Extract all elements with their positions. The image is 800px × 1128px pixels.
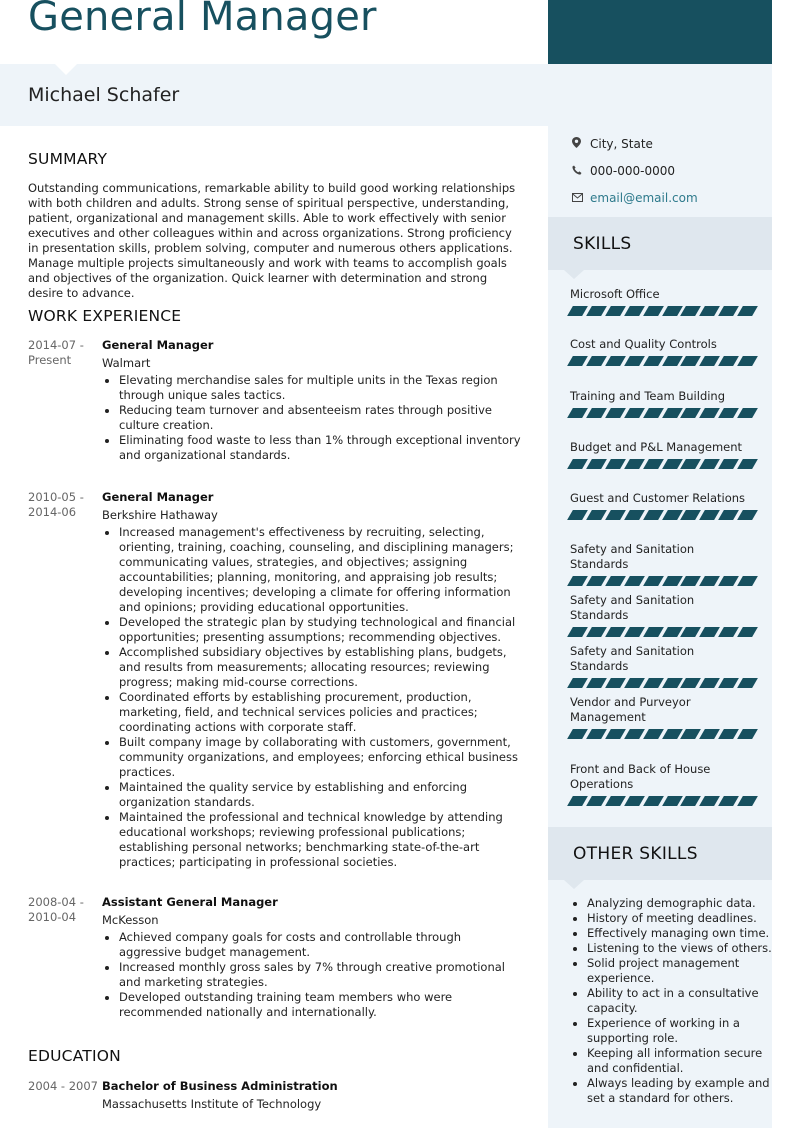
- skill-rating-segment: [718, 356, 739, 366]
- skill-rating-segment: [699, 408, 720, 418]
- education-body: [102, 1079, 526, 1112]
- skill-rating-segment: [681, 796, 702, 806]
- skill-rating-segment: [624, 796, 645, 806]
- contact-email[interactable]: [572, 191, 698, 205]
- map-pin-icon: [572, 137, 590, 151]
- job-company: McKesson: [102, 913, 159, 927]
- other-skill-item: • Effectively managing own time.: [587, 926, 777, 941]
- job-bullet: • Eliminating food waste to less than 1% through exceptional inventory and organizational standards.: [119, 433, 526, 463]
- summary-text: Outstanding communications, remarkable ability to build good working relationships with both children and adults. Strong sense of spiritual perspective, understanding, patient, organizational and management skills. Able to work effectively with senior executives and other colleagues within and across organizations. Strong proficiency in presentation skills, problem solving, computer and numerous others applications. Manage multiple projects simultaneously and work with teams to accomplish goals and objectives of the organization. Quick learner with determination and strong desire to advance.: [28, 181, 516, 300]
- skill-rating-segment: [624, 510, 645, 520]
- skill-rating-segment: [718, 796, 739, 806]
- skill-rating-segment: [699, 510, 720, 520]
- skill-rating-segment: [718, 510, 739, 520]
- skill-rating-segment: [681, 459, 702, 469]
- skill-rating-segment: [605, 459, 626, 469]
- skill-name: Front and Back of House Operations: [570, 762, 711, 791]
- skill-item: [570, 337, 755, 366]
- skill-item: [570, 593, 755, 637]
- skill-rating-segment: [567, 510, 588, 520]
- other-skills-heading-band: [548, 827, 772, 880]
- other-skill-item: • History of meeting deadlines.: [587, 911, 777, 926]
- skill-rating-segment: [699, 356, 720, 366]
- skill-rating-segment: [662, 408, 683, 418]
- education-dates: 2004 - 2007: [28, 1079, 98, 1093]
- skill-name: Safety and Sanitation Standards: [570, 593, 695, 622]
- skill-rating-segment: [586, 459, 607, 469]
- skill-item: [570, 389, 755, 418]
- other-skills-heading: OTHER SKILLS: [573, 844, 698, 864]
- skill-rating-segment: [681, 729, 702, 739]
- skill-rating-segment: [643, 729, 664, 739]
- other-skill-item: • Ability to act in a consultative capacity.: [587, 986, 777, 1016]
- skills-heading-band: [548, 217, 772, 270]
- skill-rating-segment: [662, 576, 683, 586]
- job-bullet: • Maintained the professional and technical knowledge by attending educational workshops; reviewing professional publications; establishing personal networks; benchmarking state-of-the-art practices; participating in professional societies.: [119, 810, 526, 870]
- job-bullet: • Elevating merchandise sales for multiple units in the Texas region through unique sales tactics.: [119, 373, 526, 403]
- skill-rating-segment: [718, 306, 739, 316]
- skill-name: Safety and Sanitation Standards: [570, 542, 695, 571]
- skill-name: Microsoft Office: [570, 287, 660, 301]
- skill-rating-segment: [605, 408, 626, 418]
- skill-rating-segment: [718, 627, 739, 637]
- skill-rating-segment: [586, 510, 607, 520]
- education-school: Massachusetts Institute of Technology: [102, 1097, 322, 1111]
- skill-rating-segment: [662, 306, 683, 316]
- job-bullet: • Increased management's effectiveness by recruiting, selecting, orienting, training, coaching, counseling, and disciplining managers; communicating values, strategies, and objectives; assigning accountabilities; planning, monitoring, and appraising job results; developing incentives; developing a climate for offering information and opinions; providing educational opportunities.: [119, 525, 526, 615]
- job-bullet: • Built company image by collaborating with customers, government, community organizations, and employees; enforcing ethical business practices.: [119, 735, 526, 780]
- skill-rating-segment: [586, 408, 607, 418]
- skill-rating-segment: [681, 306, 702, 316]
- skill-rating-segment: [737, 576, 758, 586]
- skill-rating-segment: [718, 729, 739, 739]
- other-skills-heading-notch: [564, 880, 584, 889]
- job-company: Berkshire Hathaway: [102, 508, 218, 522]
- work-experience-heading: WORK EXPERIENCE: [28, 307, 182, 325]
- job-title: General Manager: [102, 490, 214, 504]
- skill-rating-segment: [643, 459, 664, 469]
- contact-location: [572, 137, 653, 151]
- skill-rating-segment: [643, 306, 664, 316]
- skill-rating-bar: [570, 306, 755, 316]
- skill-item: [570, 644, 755, 688]
- job-dates: 2008-04 - 2010-04: [28, 895, 84, 924]
- skill-rating-segment: [737, 796, 758, 806]
- skill-rating-bar: [570, 796, 755, 806]
- job-bullet: • Maintained the quality service by establishing and enforcing organization standards.: [119, 780, 526, 810]
- job-bullets: [102, 373, 526, 463]
- skill-rating-bar: [570, 729, 755, 739]
- skill-rating-segment: [567, 576, 588, 586]
- skill-rating-segment: [643, 796, 664, 806]
- education-heading: EDUCATION: [28, 1047, 121, 1065]
- job-company: Walmart: [102, 356, 151, 370]
- contact-phone-text: 000-000-0000: [590, 164, 676, 178]
- skill-rating-segment: [699, 459, 720, 469]
- skill-name: Cost and Quality Controls: [570, 337, 717, 351]
- skill-rating-segment: [737, 729, 758, 739]
- skill-rating-bar: [570, 510, 755, 520]
- job-bullet: • Developed the strategic plan by studying technological and financial opportunities; presenting assumptions; recommending objectives.: [119, 615, 526, 645]
- skill-rating-segment: [567, 459, 588, 469]
- skill-rating-segment: [624, 729, 645, 739]
- phone-icon: [572, 165, 590, 178]
- other-skills-list: [570, 896, 777, 1106]
- skill-rating-segment: [643, 510, 664, 520]
- skill-rating-segment: [737, 306, 758, 316]
- skill-rating-segment: [643, 576, 664, 586]
- skill-rating-segment: [586, 729, 607, 739]
- skill-rating-segment: [681, 356, 702, 366]
- skill-rating-segment: [643, 356, 664, 366]
- skill-name: Safety and Sanitation Standards: [570, 644, 695, 673]
- envelope-icon: [572, 192, 590, 205]
- skill-rating-segment: [643, 627, 664, 637]
- job-body: [102, 895, 526, 1020]
- contact-email-link[interactable]: email@email.com: [590, 191, 698, 205]
- skill-rating-segment: [681, 576, 702, 586]
- skill-rating-bar: [570, 627, 755, 637]
- skill-rating-segment: [681, 408, 702, 418]
- other-skill-item: • Always leading by example and set a standard for others.: [587, 1076, 777, 1106]
- skills-heading: SKILLS: [573, 234, 632, 254]
- skill-rating-segment: [586, 678, 607, 688]
- job-bullets: [102, 525, 526, 870]
- skill-rating-segment: [699, 678, 720, 688]
- skill-rating-segment: [605, 356, 626, 366]
- skill-rating-segment: [662, 627, 683, 637]
- skill-item: [570, 542, 755, 586]
- skill-rating-segment: [624, 408, 645, 418]
- skill-rating-segment: [662, 729, 683, 739]
- skill-rating-segment: [605, 627, 626, 637]
- skill-name: Training and Team Building: [570, 389, 726, 403]
- skill-rating-segment: [624, 576, 645, 586]
- other-skill-item: • Analyzing demographic data.: [587, 896, 777, 911]
- skill-rating-segment: [737, 356, 758, 366]
- skill-rating-segment: [605, 729, 626, 739]
- skill-rating-segment: [605, 796, 626, 806]
- skill-item: [570, 762, 755, 806]
- other-skill-item: • Experience of working in a supporting role.: [587, 1016, 777, 1046]
- skill-rating-bar: [570, 459, 755, 469]
- job-dates: 2010-05 - 2014-06: [28, 490, 84, 519]
- skill-rating-segment: [662, 796, 683, 806]
- contact-location-text: City, State: [590, 137, 653, 151]
- skill-rating-segment: [624, 459, 645, 469]
- contact-phone: [572, 164, 675, 178]
- skill-rating-segment: [662, 356, 683, 366]
- page-title: General Manager: [28, 0, 377, 40]
- job-body: [102, 490, 526, 870]
- skill-item: [570, 695, 755, 739]
- skill-rating-segment: [586, 796, 607, 806]
- skill-rating-segment: [718, 678, 739, 688]
- skill-rating-segment: [699, 796, 720, 806]
- skill-rating-segment: [681, 678, 702, 688]
- other-skill-item: • Listening to the views of others.: [587, 941, 777, 956]
- skill-rating-bar: [570, 408, 755, 418]
- skill-rating-segment: [586, 306, 607, 316]
- header-accent-block: [548, 0, 772, 64]
- job-dates: 2014-07 - Present: [28, 338, 84, 367]
- job-bullet: • Achieved company goals for costs and controllable through aggressive budget management.: [119, 930, 526, 960]
- job-title: Assistant General Manager: [102, 895, 278, 909]
- candidate-name: Michael Schafer: [28, 84, 180, 106]
- skill-rating-segment: [567, 627, 588, 637]
- skill-rating-segment: [718, 576, 739, 586]
- skill-rating-segment: [605, 678, 626, 688]
- skill-name: Guest and Customer Relations: [570, 491, 746, 505]
- skill-rating-bar: [570, 678, 755, 688]
- skill-rating-bar: [570, 356, 755, 366]
- skill-rating-segment: [643, 408, 664, 418]
- skill-rating-segment: [662, 510, 683, 520]
- summary-heading: SUMMARY: [28, 150, 108, 168]
- skill-rating-segment: [624, 306, 645, 316]
- skill-rating-segment: [567, 729, 588, 739]
- skill-item: [570, 440, 755, 469]
- other-skill-item: • Solid project management experience.: [587, 956, 777, 986]
- skill-rating-segment: [624, 356, 645, 366]
- sidebar: [548, 126, 772, 1128]
- other-skill-item: • Keeping all information secure and confidential.: [587, 1046, 777, 1076]
- skill-rating-segment: [586, 356, 607, 366]
- skill-rating-segment: [643, 678, 664, 688]
- skill-rating-segment: [605, 576, 626, 586]
- skill-rating-segment: [699, 576, 720, 586]
- skill-rating-segment: [662, 678, 683, 688]
- job-bullet: • Developed outstanding training team members who were recommended nationally and internationally.: [119, 990, 526, 1020]
- skill-name: Budget and P&L Management: [570, 440, 743, 454]
- skill-rating-segment: [567, 796, 588, 806]
- job-bullets: [102, 930, 526, 1020]
- skill-rating-segment: [605, 306, 626, 316]
- skill-rating-segment: [605, 510, 626, 520]
- skill-rating-segment: [624, 627, 645, 637]
- skill-rating-segment: [699, 306, 720, 316]
- skill-rating-segment: [718, 408, 739, 418]
- skill-rating-segment: [567, 678, 588, 688]
- job-body: [102, 338, 526, 463]
- skill-item: [570, 287, 755, 316]
- skill-rating-segment: [586, 576, 607, 586]
- skill-rating-segment: [737, 510, 758, 520]
- skill-rating-segment: [586, 627, 607, 637]
- skill-rating-segment: [718, 459, 739, 469]
- skill-rating-segment: [737, 627, 758, 637]
- skill-rating-segment: [567, 356, 588, 366]
- education-degree: Bachelor of Business Administration: [102, 1079, 338, 1093]
- skill-rating-segment: [624, 678, 645, 688]
- skill-rating-bar: [570, 576, 755, 586]
- name-band-notch: [55, 64, 77, 75]
- skill-rating-segment: [567, 306, 588, 316]
- job-bullet: • Increased monthly gross sales by 7% through creative promotional and marketing strategies.: [119, 960, 526, 990]
- skill-rating-segment: [681, 627, 702, 637]
- job-bullet: • Accomplished subsidiary objectives by establishing plans, budgets, and results from measurements; allocating resources; reviewing progress; making mid-course corrections.: [119, 645, 526, 690]
- job-title: General Manager: [102, 338, 214, 352]
- skill-rating-segment: [699, 627, 720, 637]
- skill-name: Vendor and Purveyor Management: [570, 695, 691, 724]
- job-bullet: • Reducing team turnover and absenteeism rates through positive culture creation.: [119, 403, 526, 433]
- skill-rating-segment: [662, 459, 683, 469]
- skills-heading-notch: [564, 270, 584, 279]
- job-bullet: • Coordinated efforts by establishing procurement, production, marketing, field, and technical services policies and practices; coordinating actions with corporate staff.: [119, 690, 526, 735]
- skill-rating-segment: [699, 729, 720, 739]
- skill-rating-segment: [737, 408, 758, 418]
- skill-item: [570, 491, 755, 520]
- skill-rating-segment: [567, 408, 588, 418]
- skill-rating-segment: [737, 459, 758, 469]
- skill-rating-segment: [737, 678, 758, 688]
- skill-rating-segment: [681, 510, 702, 520]
